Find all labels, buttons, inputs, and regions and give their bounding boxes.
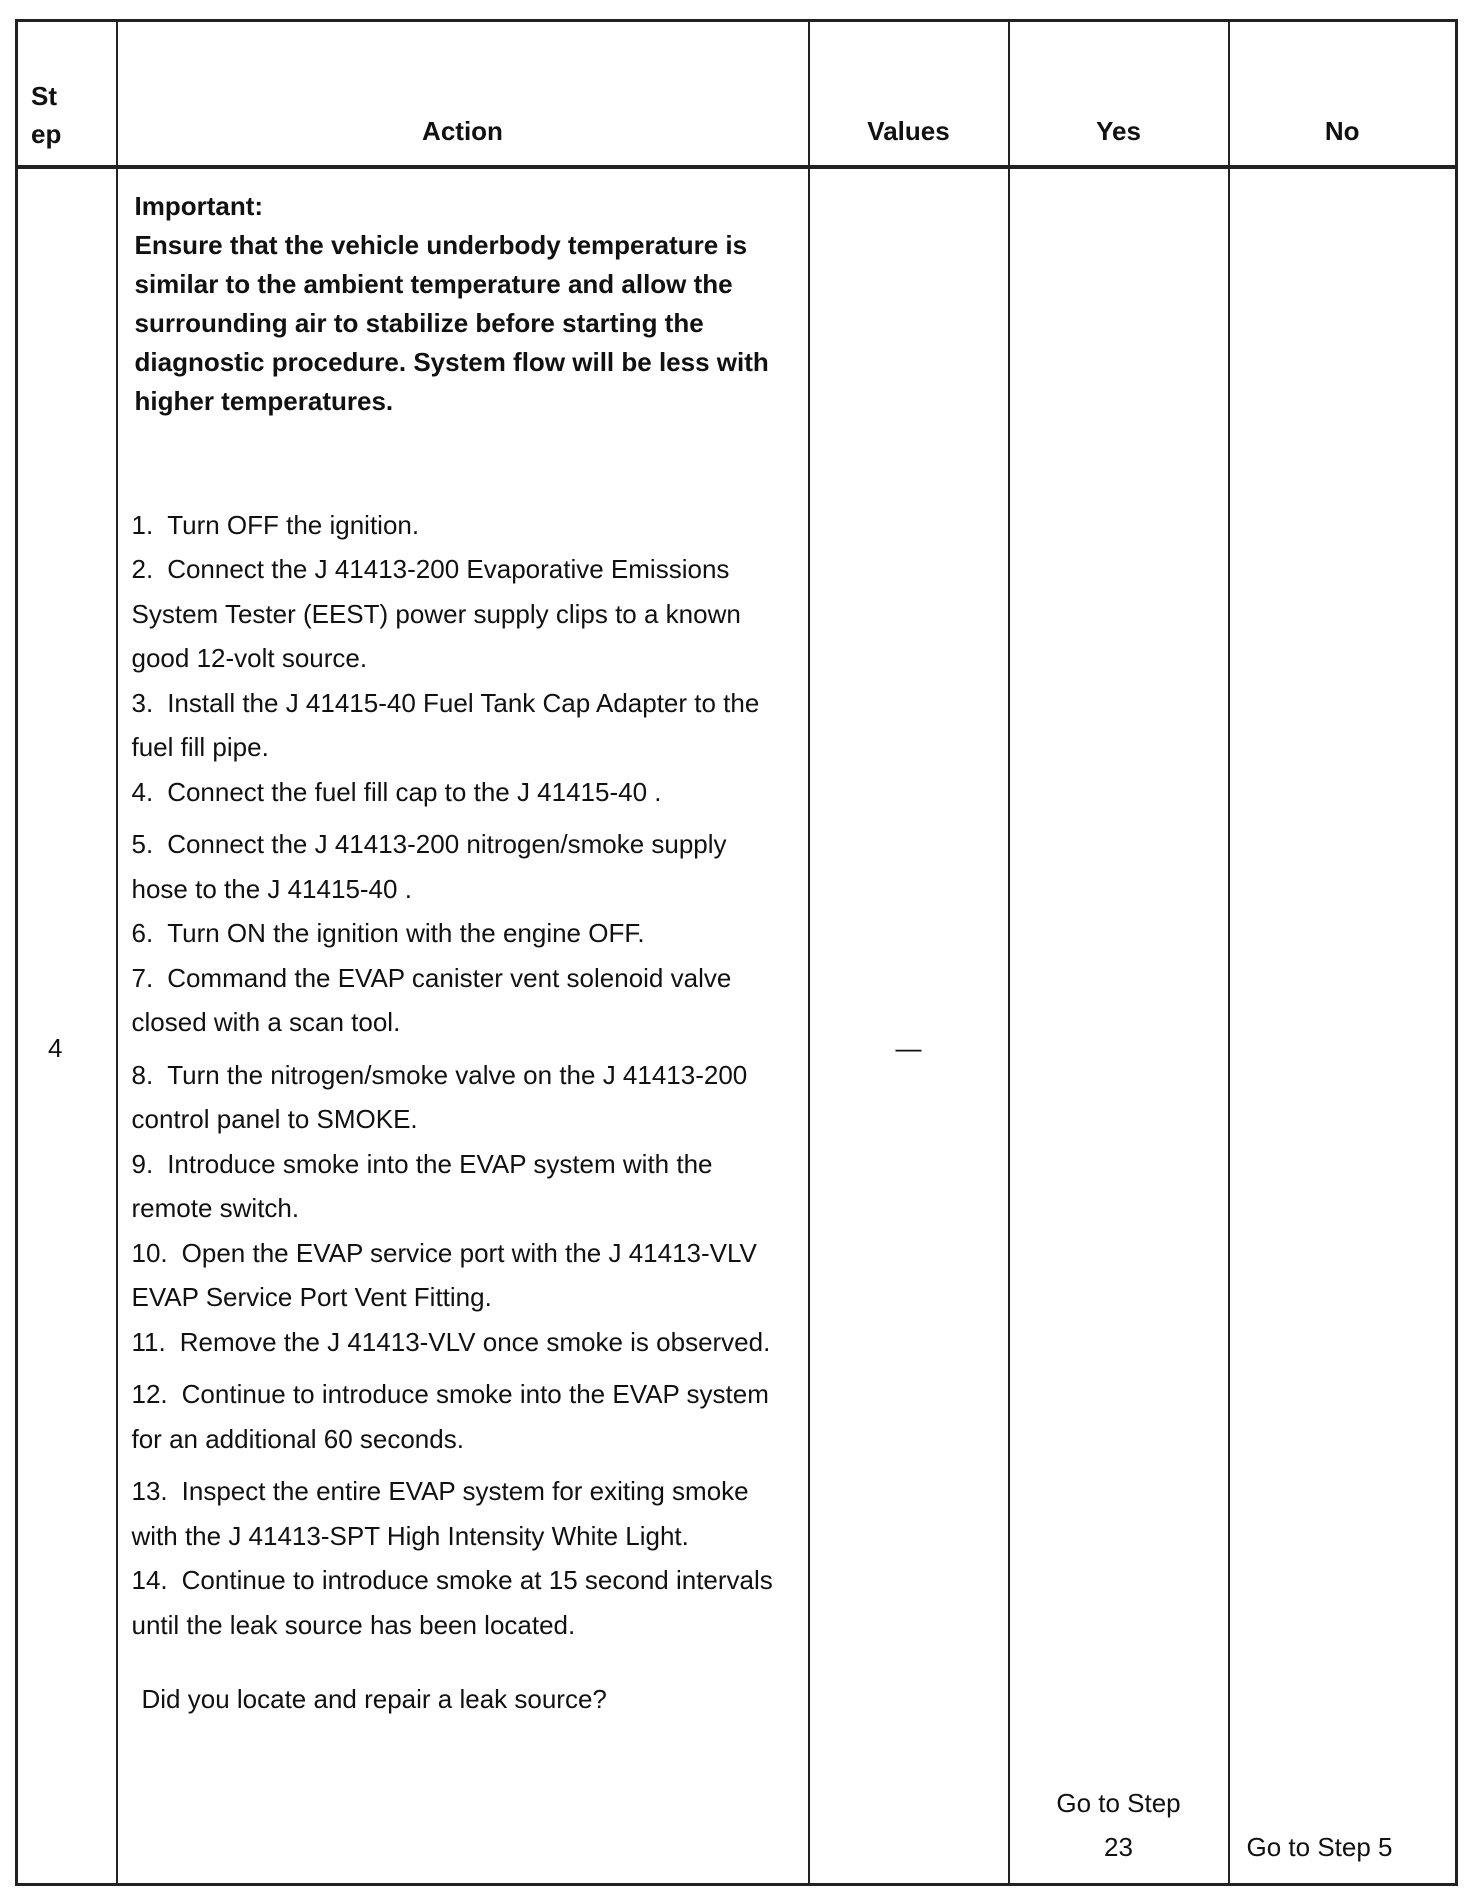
yes-line2: 23 xyxy=(1104,1832,1133,1862)
diagnostic-table xyxy=(15,19,1458,1886)
step-item-text: Introduce smoke into the EVAP system with the remote switch. xyxy=(131,1148,713,1223)
important-note xyxy=(135,187,784,421)
list-item xyxy=(132,1558,784,1647)
list-item xyxy=(132,1372,784,1461)
list-item xyxy=(132,1142,784,1231)
header-values: Values xyxy=(809,21,1009,167)
step-item-number: 8. xyxy=(131,1059,154,1090)
step-item-text: Turn the nitrogen/smoke valve on the J 41413-200 control panel to SMOKE. xyxy=(131,1059,748,1134)
step-item-text: Remove the J 41413-VLV once smoke is observed. xyxy=(179,1326,771,1357)
no-cell: Go to Step 5 xyxy=(1229,167,1457,1885)
step-item-text: Connect the J 41413-200 Evaporative Emissions System Tester (EEST) power supply clips to a known good 12-volt source. xyxy=(131,554,741,673)
step-item-text: Continue to introduce smoke at 15 second intervals until the leak source has been located. xyxy=(131,1565,773,1640)
important-text: Ensure that the vehicle underbody temperature is similar to the ambient temperature and allow the surrounding air to stabilize before starting the diagnostic procedure. System flow will be less with higher temperatures. xyxy=(134,229,769,416)
list-item xyxy=(132,1053,784,1142)
step-item-number: 5. xyxy=(131,829,154,859)
list-item xyxy=(132,1231,784,1320)
action-cell xyxy=(117,167,809,1885)
important-label: Important: xyxy=(134,190,264,221)
list-item xyxy=(132,770,784,815)
list-item xyxy=(132,822,784,911)
header-yes: Yes xyxy=(1009,21,1229,167)
header-step-line1: St xyxy=(31,80,57,111)
step-item-text: Connect the J 41413-200 nitrogen/smoke supply hose to the J 41415-40 . xyxy=(131,829,727,904)
step-item-text: Connect the fuel fill cap to the J 41415-40 . xyxy=(167,776,662,807)
list-item xyxy=(132,911,784,956)
list-item xyxy=(132,681,784,770)
step-item-number: 14. xyxy=(131,1565,168,1595)
step-item-text: Continue to introduce smoke into the EVAP system for an additional 60 seconds. xyxy=(131,1379,769,1454)
header-step-line2: ep xyxy=(31,118,62,149)
step-item-number: 2. xyxy=(131,554,154,584)
step-item-number: 13. xyxy=(131,1476,168,1506)
step-item-text: Turn ON the ignition with the engine OFF. xyxy=(167,918,645,948)
list-item xyxy=(132,547,784,681)
header-action: Action xyxy=(117,21,809,167)
step-item-number: 6. xyxy=(131,918,154,948)
step-item-text: Open the EVAP service port with the J 41413-VLV EVAP Service Port Vent Fitting. xyxy=(131,1237,757,1312)
list-item xyxy=(132,956,784,1045)
step-item-number: 3. xyxy=(131,687,154,718)
step-item-number: 7. xyxy=(131,962,154,993)
step-item-text: Install the J 41415-40 Fuel Tank Cap Adapter to the fuel fill pipe. xyxy=(131,687,760,762)
step-item-number: 9. xyxy=(131,1148,154,1179)
header-row xyxy=(17,21,1457,167)
step-item-number: 11. xyxy=(131,1326,166,1357)
step-item-text: Inspect the entire EVAP system for exiting smoke with the J 41413-SPT High Intensity White Light. xyxy=(131,1476,749,1551)
header-step xyxy=(17,21,117,167)
values-cell: — xyxy=(809,167,1009,1885)
step-item-text: Turn OFF the ignition. xyxy=(167,509,420,540)
step-item-number: 10. xyxy=(131,1237,168,1268)
yes-cell xyxy=(1009,167,1229,1885)
step-number: 4 xyxy=(17,167,117,1885)
header-no: No xyxy=(1229,21,1457,167)
step-item-number: 1. xyxy=(131,509,154,540)
procedure-steps xyxy=(132,503,784,1648)
diagnostic-table-container xyxy=(15,19,1455,1886)
list-item xyxy=(132,1469,784,1558)
action-question: Did you locate and repair a leak source? xyxy=(141,1684,607,1714)
list-item xyxy=(132,1320,784,1365)
table-header xyxy=(17,21,1457,167)
table-body xyxy=(17,167,1457,1885)
table-row xyxy=(17,167,1457,1885)
yes-line1: Go to Step xyxy=(1056,1788,1181,1818)
list-item xyxy=(132,503,784,548)
step-item-number: 12. xyxy=(131,1379,168,1409)
step-item-text: Command the EVAP canister vent solenoid valve closed with a scan tool. xyxy=(131,962,732,1037)
step-item-number: 4. xyxy=(131,776,154,807)
